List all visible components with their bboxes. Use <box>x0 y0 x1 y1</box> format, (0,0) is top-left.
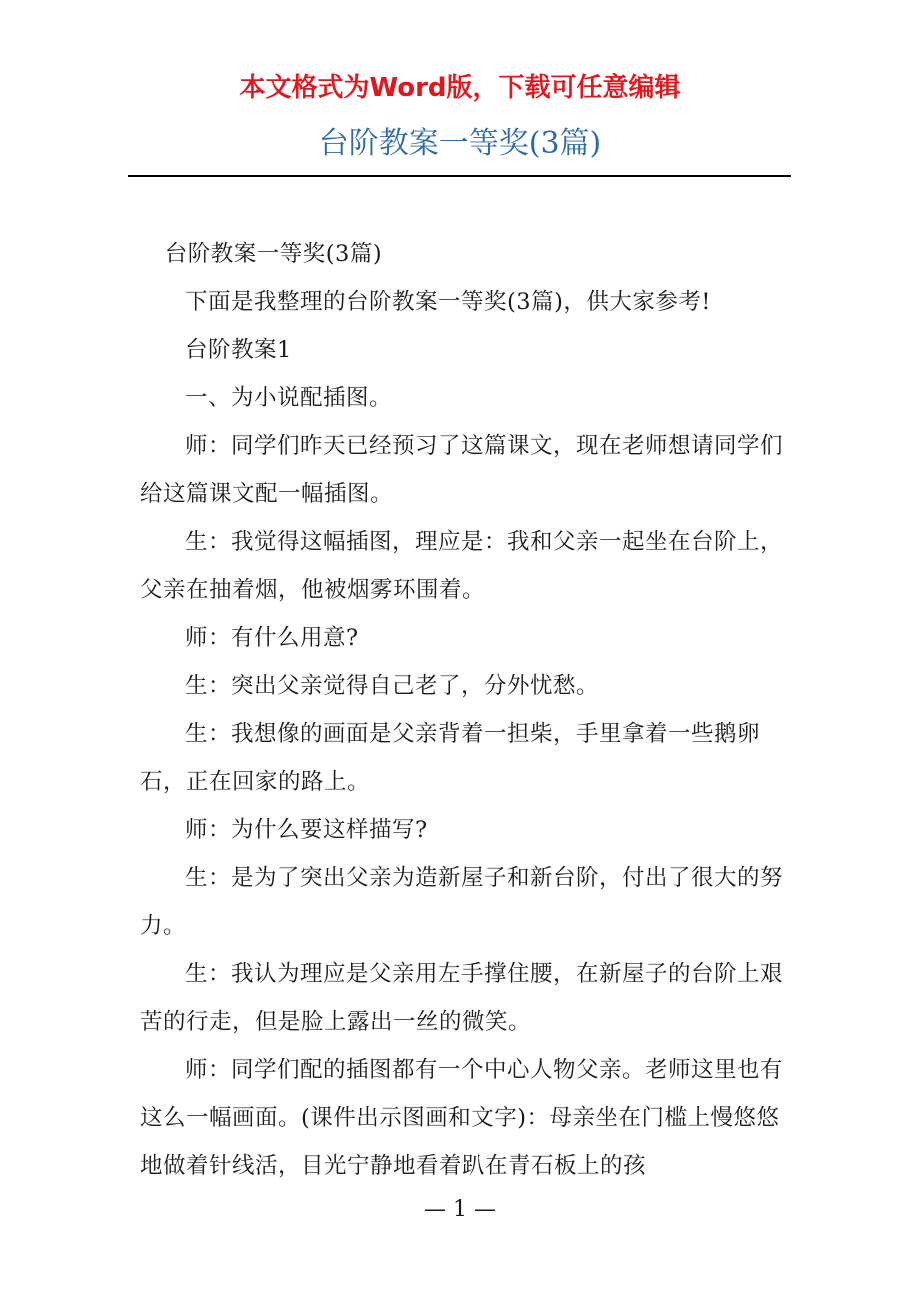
intro-title: 台阶教案一等奖(3篇) <box>164 241 383 267</box>
dialogue-paragraph: 生：是为了突出父亲为造新屋子和新台阶，付出了很大的努力。 <box>140 865 784 939</box>
step-heading: 一、为小说配插图。 <box>185 385 393 411</box>
section-heading: 台阶教案1 <box>185 337 292 363</box>
dialogue-paragraph: 生：我认为理应是父亲用左手撑住腰，在新屋子的台阶上艰苦的行走，但是脸上露出一丝的微笑。 <box>140 961 784 1035</box>
title-divider <box>128 175 791 177</box>
dialogue-paragraph: 师：有什么用意? <box>185 625 359 651</box>
page-number: — 1 — <box>424 1197 496 1222</box>
dialogue-paragraph: 师：同学们配的插图都有一个中心人物父亲。老师这里也有这么一幅画面。(课件出示图画和文字)：母亲坐在门槛上慢悠悠地做着针线活，目光宁静地看着趴在青石板上的孩 <box>140 1057 784 1179</box>
format-notice: 本文格式为Word版，下载可任意编辑 <box>239 73 681 103</box>
document-title: 台阶教案一等奖(3篇) <box>318 126 602 161</box>
dialogue-paragraph: 师：为什么要这样描写? <box>185 817 428 843</box>
document-body <box>140 230 790 1190</box>
dialogue-paragraph: 生：我觉得这幅插图，理应是：我和父亲一起坐在台阶上，父亲在抽着烟，他被烟雾环围着。 <box>140 529 784 603</box>
dialogue-paragraph: 师：同学们昨天已经预习了这篇课文，现在老师想请同学们给这篇课文配一幅插图。 <box>140 433 784 507</box>
dialogue-paragraph: 生：我想像的画面是父亲背着一担柴，手里拿着一些鹅卵石，正在回家的路上。 <box>140 721 761 795</box>
intro-sentence: 下面是我整理的台阶教案一等奖(3篇)，供大家参考! <box>185 289 711 315</box>
dialogue-paragraph: 生：突出父亲觉得自己老了，分外忧愁。 <box>185 673 600 699</box>
